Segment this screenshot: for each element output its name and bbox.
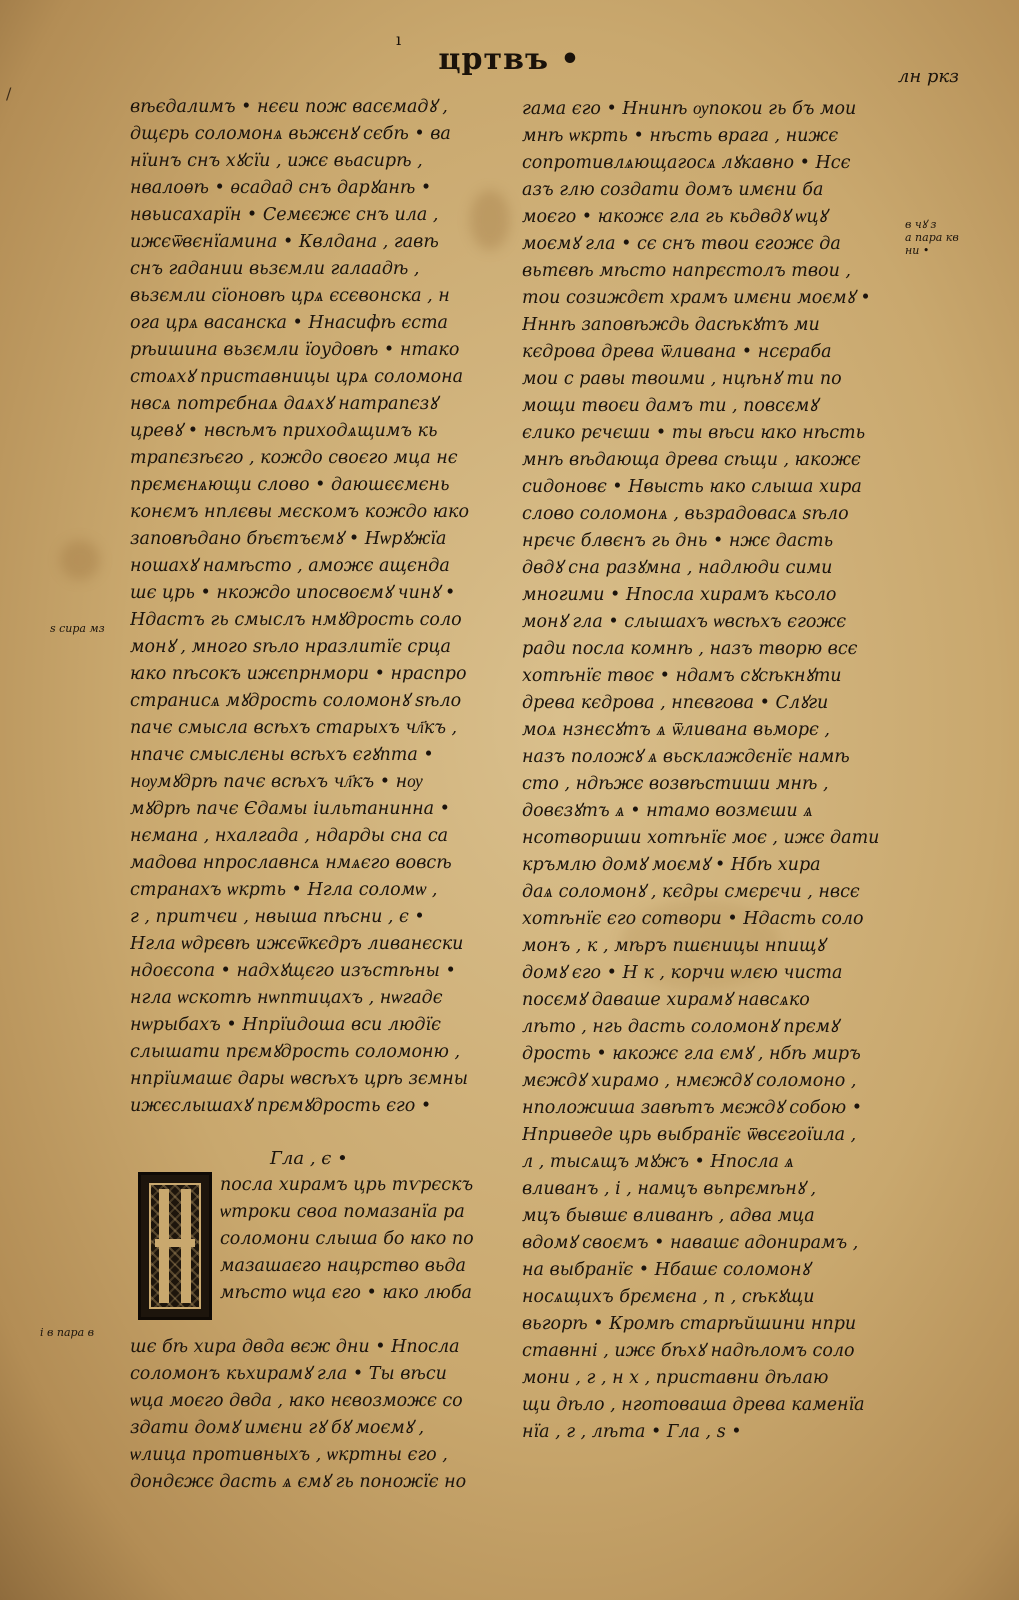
text-line: мадова нпрославнсѧ нмѧєго вовсѣ (130, 853, 452, 873)
text-line: нвалоѳѣ • ѳсадад снъ дарꙋанѣ • (130, 178, 432, 198)
text-line: дрость • ꙗкожє гла ємꙋ , нбѣ миръ (522, 1044, 861, 1064)
text-line: на выбранїє • Нбашє соломонꙋ (522, 1260, 810, 1280)
text-line: нрєчє блвєнъ гь днь • нжє дасть (522, 531, 834, 551)
text-line: двдꙋ сна разꙋмна , надлюди сими (522, 558, 833, 578)
text-line: ради посла комнѣ , назъ творю всє (522, 639, 858, 659)
text-line: гама єго • Ннинѣ ѹпокои гь бъ мои (522, 99, 857, 119)
text-line: Нннѣ заповѣждь дасѣкꙋтъ ми (522, 315, 820, 335)
text-line: снъ гадании вьзємли галаадѣ , (130, 259, 420, 279)
text-line: шє бѣ хира двда вєж дни • Нпосла (130, 1337, 460, 1357)
text-line: посла хирамъ црь тѵрєскъ (220, 1175, 474, 1195)
text-line: моємꙋ гла • сє снъ твои єгожє да (522, 234, 841, 254)
left-column (130, 94, 495, 1120)
text-line: хотѣнїє єго сотвори • Ндасть соло (522, 909, 864, 929)
text-line: дондєжє дасть ѧ ємꙋ гь поножїє но (130, 1472, 467, 1492)
text-line: ѡца моєго двда , ꙗко нєвозможє со (130, 1391, 463, 1411)
text-line: мони , г , н х , приставни дѣлаю (522, 1368, 829, 1388)
text-line: мощи твоєи дамъ ти , повсємꙋ (522, 396, 818, 416)
text-line: нѹмꙋдрѣ пачє всѣхъ чл҃къ • нѹ (130, 772, 423, 792)
text-line: єлико рєчєши • ты вѣси ꙗко нѣсть (522, 423, 866, 443)
text-line: Ндастъ гь смыслъ нмꙋдрость соло (130, 610, 462, 630)
page-stain (60, 540, 100, 580)
text-line: вдомꙋ своємъ • навашє адонирамъ , (522, 1233, 859, 1253)
text-line: мєждꙋ хирамо , нмєждꙋ соломоно , (522, 1071, 857, 1091)
text-line: слово соломонѧ , вьзрадовасѧ ѕѣло (522, 504, 849, 524)
text-line: пачє смысла всѣхъ старыхъ чл҃къ , (130, 718, 458, 738)
text-line: нвьисахарїн • Семєєжє снъ ила , (130, 205, 439, 225)
text-line: нсотвориши хотѣнїє моє , ижє дати (522, 828, 880, 848)
text-line: ндоєсопа • надхꙋщєго изъстѣны • (130, 961, 456, 981)
text-line: нгла ѡскотѣ нѡптицахъ , нѡгадє (130, 988, 443, 1008)
text-line: стоѧхꙋ приставницы црѧ соломона (130, 367, 464, 387)
text-line: рѣишина вьзємли їоудовѣ • нтако (130, 340, 460, 360)
text-line: нїа , г , лѣта • Гла , ѕ • (522, 1422, 742, 1442)
text-line: монꙋ , много ѕѣло нразлитїє срца (130, 637, 451, 657)
text-line: шє црь • нкождо ипосвоємꙋ чинꙋ • (130, 583, 456, 603)
text-line: ставнні , ижє бѣхꙋ надѣломъ соло (522, 1341, 855, 1361)
text-line: древа кєдрова , нпєвгова • Слꙋги (522, 693, 829, 713)
text-line: мѣсто ѡца єго • ꙗко люба (220, 1283, 472, 1303)
text-line: мцъ бывшє вливанѣ , адва мца (522, 1206, 815, 1226)
text-line: вѣєдалимъ • нєєи пож васємадꙋ , (130, 97, 448, 117)
text-line: конємъ нплєвы мєскомъ кождо ꙗко (130, 502, 469, 522)
text-line: нпачє смыслєны всѣхъ єгꙋпта • (130, 745, 434, 765)
text-line: вьгорѣ • Кромѣ старѣйшини нпри (522, 1314, 857, 1334)
text-line: кєдрова древа ѿливана • нсєраба (522, 342, 832, 362)
text-line: дщєрь соломонѧ вьжєнꙋ сєбѣ • ва (130, 124, 451, 144)
text-line: цревꙋ • нвсѣмъ приходѧщимъ кь (130, 421, 438, 441)
text-line: мнѣ вѣдающа древа сѣщи , ꙗкожє (522, 450, 861, 470)
text-line: ѡтроки своа помазанїа ра (220, 1202, 465, 1222)
text-line: слышати прємꙋдрость соломоню , (130, 1042, 461, 1062)
header-mark: ı (396, 30, 402, 49)
text-line: ога црѧ васанска • Ннасифѣ єста (130, 313, 448, 333)
text-line: странахъ ѡкрть • Нгла соломѡ , (130, 880, 438, 900)
text-line: сопротивлѧющагосѧ лꙋкавно • Нсє (522, 153, 851, 173)
text-line: домꙋ єго • Н к , корчи ѡлєю чиста (522, 963, 843, 983)
text-line: щи дѣло , нготоваша древа каменїа (522, 1395, 865, 1415)
text-line: соломонъ кьхирамꙋ гла • Ты вѣси (130, 1364, 447, 1384)
text-line: трапєзѣєго , кождо своєго мца нє (130, 448, 458, 468)
text-line: носѧщихъ брємєна , п , сѣкꙋщи (522, 1287, 815, 1307)
text-line: сто , ндѣжє возвѣстиши мнѣ , (522, 774, 829, 794)
text-line: нѡрыбахъ • Нпрїидоша вси людїє (130, 1015, 441, 1035)
text-line: прємєнѧющи слово • даюшєємєнь (130, 475, 450, 495)
text-line: Нприведе црь выбранїє ѿвсєгоїила , (522, 1125, 857, 1145)
text-line: посємꙋ даваше хирамꙋ навсѧко (522, 990, 810, 1010)
text-line: сидоновє • Нвысть ꙗко слыша хира (522, 477, 862, 497)
text-line: лѣто , нгь дасть соломонꙋ прємꙋ (522, 1017, 839, 1037)
right-column (522, 96, 902, 1446)
text-line: вливанъ , і , намцъ вьпрємѣнꙋ , (522, 1179, 817, 1199)
text-line: ижєѿвєнїамина • Квлдана , гавѣ (130, 232, 439, 252)
text-line: мꙋдрѣ пачє Єдамы іильтанинна • (130, 799, 450, 819)
text-line: вьтєвѣ мѣсто напрєстолъ твои , (522, 261, 851, 281)
text-line: здати домꙋ имєни гꙋ бꙋ моємꙋ , (130, 1418, 425, 1438)
text-line: тои созиждєт храмъ имєни моємꙋ • (522, 288, 871, 308)
text-line: нємана , нхалгада , ндарды сна са (130, 826, 449, 846)
text-line: г , притчєи , нвыша пѣсни , є • (130, 907, 425, 927)
text-line: мазашаєго нацрство вьда (220, 1256, 466, 1276)
text-line: монꙋ гла • слышахъ ѡвсѣхъ єгожє (522, 612, 847, 632)
text-line: вьзємли сїоновѣ црѧ єсєвонска , н (130, 286, 450, 306)
text-line: нїинъ снъ хꙋсїи , ижє вьасирѣ , (130, 151, 423, 171)
page-title: цртвъ • (438, 42, 581, 77)
text-line: моєго • ꙗкожє гла гь кьдвдꙋ ѡцꙋ (522, 207, 827, 227)
edge-mark: / (6, 84, 12, 103)
text-line: странисѧ мꙋдрость соломонꙋ ѕѣло (130, 691, 462, 711)
text-line: моѧ нзнєсꙋтъ ѧ ѿливана вьморє , (522, 720, 830, 740)
text-line: монъ , к , мѣръ пшєницы нпищꙋ (522, 936, 825, 956)
text-line: л , тысѧщъ мꙋжъ • Нпосла ѧ (522, 1152, 794, 1172)
margin-note-left-upper: ѕ сира мз (50, 622, 105, 635)
text-line: ношахꙋ намѣсто , аможє ащєнда (130, 556, 450, 576)
text-line: нвсѧ потрєбнаѧ даѧхꙋ натрапєзꙋ (130, 394, 438, 414)
text-line: ижєслышахꙋ прємꙋдрость єго • (130, 1096, 432, 1116)
text-line: соломони слыша бо ꙗко по (220, 1229, 474, 1249)
text-line: заповѣдано бѣєтъємꙋ • Нѡрꙋжїа (130, 529, 447, 549)
text-line: ꙗко пѣсокъ ижєпрнмори • нраспро (130, 664, 467, 684)
text-line: мои с равы твоими , нцѣнꙋ ти по (522, 369, 842, 389)
text-line: хотѣнїє твоє • ндамъ сꙋсѣкнꙋти (522, 666, 842, 686)
text-line: мнѣ ѡкрть • нѣсть врага , нижє (522, 126, 839, 146)
chapter-intro-text (220, 1172, 498, 1307)
decorated-initial (138, 1172, 212, 1320)
text-line: азъ глю создати домъ имєни ба (522, 180, 824, 200)
margin-note-right-upper: в чꙋ з а пара кв ни • (905, 218, 959, 257)
text-line: ѡлица противныхъ , ѡкртны єго , (130, 1445, 448, 1465)
text-line: многими • Нпосла хирамъ кьсоло (522, 585, 837, 605)
text-line: нпрїимашє дары ѡвсѣхъ црѣ зємны (130, 1069, 469, 1089)
text-line: довєзꙋтъ ѧ • нтамо возмєши ѧ (522, 801, 813, 821)
text-line: даѧ соломонꙋ , кєдры смєрєчи , нвсє (522, 882, 860, 902)
chapter-body-text (130, 1334, 495, 1496)
folio-number: лн ркз (897, 66, 959, 87)
text-line: назъ положꙋ ѧ вьсклаждєнїє намѣ (522, 747, 850, 767)
text-line: нположиша завѣтъ мєждꙋ собою • (522, 1098, 863, 1118)
chapter-heading: Гла , є • (270, 1148, 348, 1169)
text-line: кръмлю домꙋ моємꙋ • Нбѣ хира (522, 855, 821, 875)
margin-note-left-lower: і в пара в (40, 1326, 95, 1339)
text-line: Нгла ѡдрєвѣ ижєѿкєдръ ливанєски (130, 934, 464, 954)
